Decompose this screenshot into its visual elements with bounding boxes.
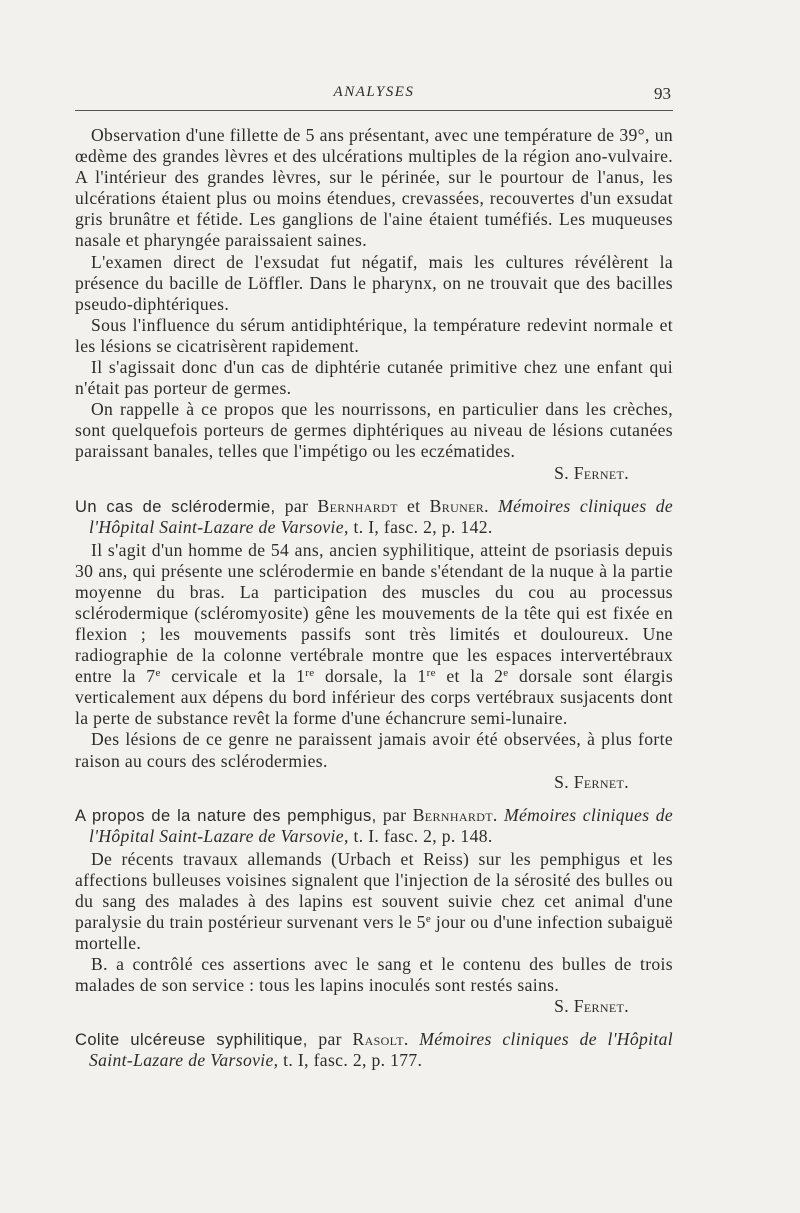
paragraph-text: Il s'agit d'un homme de 54 ans, ancien syphilitique, atteint de psoriasis depuis 30 ans, qui présente une sclérodermie en bande s'étendant de la nuque à la partie moyenne du bras. La participation des muscles du cou au processus sclérodermique (scléromyosite) gêne les mouvements de la tête qui est fixée en flexion ; les mouvements passifs sont très limités et douloureux. Une radiographie de la colonne vertébrale montre que les espaces intervertébraux entre la 7 — [75, 539, 673, 687]
paragraph-text: Des lésions de ce genre ne paraissent jamais avoir été observées, à plus forte raison au cours des sclérodermies. — [75, 729, 673, 771]
by-word: par — [284, 495, 309, 516]
superscript: e — [155, 667, 161, 680]
signature: S. Fernet. — [554, 996, 629, 1017]
article-heading — [75, 1029, 673, 1070]
paragraph-text: cervicale et la 1 — [160, 666, 306, 687]
article-title: Un cas de sclérodermie, — [75, 497, 276, 516]
superscript: e — [503, 667, 509, 680]
source-reference: t. I, fasc. 2, p. 142. — [353, 516, 493, 537]
paragraph — [75, 399, 673, 462]
by-word: par — [382, 804, 407, 825]
source-reference: t. I. fasc. 2, p. 148. — [353, 825, 493, 846]
page-number: 93 — [654, 84, 671, 103]
page — [75, 80, 673, 1070]
source-title: Mémoires cliniques de l'Hôpital Saint-Lazare de Varsovie, — [89, 804, 674, 846]
superscript: e — [425, 913, 432, 925]
author-name: Bernhardt. — [412, 804, 498, 825]
superscript: re — [426, 667, 436, 680]
paragraph-text: B. a contrôlé ces assertions avec le sang et le contenu des bulles de trois malades de son service : tous les lapins inoculés sont restés sains. — [75, 954, 673, 996]
paragraph-text: De récents travaux allemands (Urbach et Reiss) sur les pemphigus et les affections bulleuses voisines signalent que l'injection de la sérosité des bulles ou du sang des malades à des lapins est souvent suivie chez cet animal d'une paralysie du train postérieur survenant vers le 5 — [75, 848, 673, 932]
article-heading — [75, 805, 673, 846]
paragraph — [75, 954, 673, 996]
paragraph: Il s'agissait donc d'un cas de diphtérie cutanée primitive chez une enfant qui n'était pas porteur de germes. — [75, 357, 673, 399]
paragraph: L'examen direct de l'exsudat fut négatif, mais les cultures révélèrent la présence du bacille de Löffler. Dans le pharynx, on ne trouvait que des bacilles pseudo-diphtériques. — [75, 251, 673, 314]
source-reference: t. I, fasc. 2, p. 177. — [283, 1050, 423, 1071]
paragraph-text: et la 2 — [435, 666, 504, 687]
paragraph — [75, 729, 673, 771]
article-title: Colite ulcéreuse syphilitique, — [75, 1031, 308, 1050]
paragraph — [75, 540, 673, 730]
paragraph: Observation d'une fillette de 5 ans présentant, avec une température de 39°, un œdème des grandes lèvres et des ulcérations multiples de la région ano-vulvaire. A l'intérieur des grandes lèvres, sur le périnée, sur le pourtour de l'anus, les ulcérations étaient plus ou moins étendues, crevassées, recouvertes d'un exsudat gris brunâtre et fétide. Les ganglions de l'aine étaient tuméfiés. Les muqueuses nasale et pharyngée paraissaient saines. — [75, 125, 673, 251]
author-name: Bruner. — [429, 495, 489, 516]
source-title: Mémoires cliniques de l'Hôpital Saint-Lazare de Varsovie, — [89, 495, 674, 537]
page-header — [75, 80, 673, 111]
source-title: Mémoires cliniques de l'Hôpital Saint-Lazare de Varsovie, — [89, 1029, 674, 1071]
and-word: et — [406, 495, 421, 516]
page-body — [75, 125, 673, 1070]
by-word: par — [318, 1029, 342, 1050]
signature: S. Fernet. — [554, 462, 629, 483]
signature: S. Fernet. — [554, 771, 629, 792]
paragraph-text: On rappelle à ce propos que les nourrissons, en particulier dans les crèches, sont quelquefois porteurs de germes diphtériques au niveau de lésions cutanées paraissant banales, telles que l'impétigo ou les eczématides. — [75, 399, 673, 462]
author-name: Rasolt. — [352, 1029, 409, 1050]
running-head: ANALYSES — [333, 84, 415, 100]
superscript: re — [305, 667, 315, 680]
paragraph: Sous l'influence du sérum antidiphtérique, la température redevint normale et les lésions se cicatrisèrent rapidement. — [75, 314, 673, 356]
paragraph-text: jour ou d'une infection subaiguë mortelle. — [75, 912, 673, 954]
paragraph-text: dorsale, la 1 — [314, 666, 427, 687]
author-name: Bernhardt — [317, 495, 398, 516]
paragraph-text: dorsale sont élargis verticalement aux dépens du bord inférieur des corps vertébraux susjacents dont la perte de substance revêt la forme d'une échancrure semi-lunaire. — [75, 666, 674, 729]
article-title: A propos de la nature des pemphigus, — [75, 806, 377, 825]
article-heading — [75, 496, 673, 537]
paragraph — [75, 849, 673, 954]
